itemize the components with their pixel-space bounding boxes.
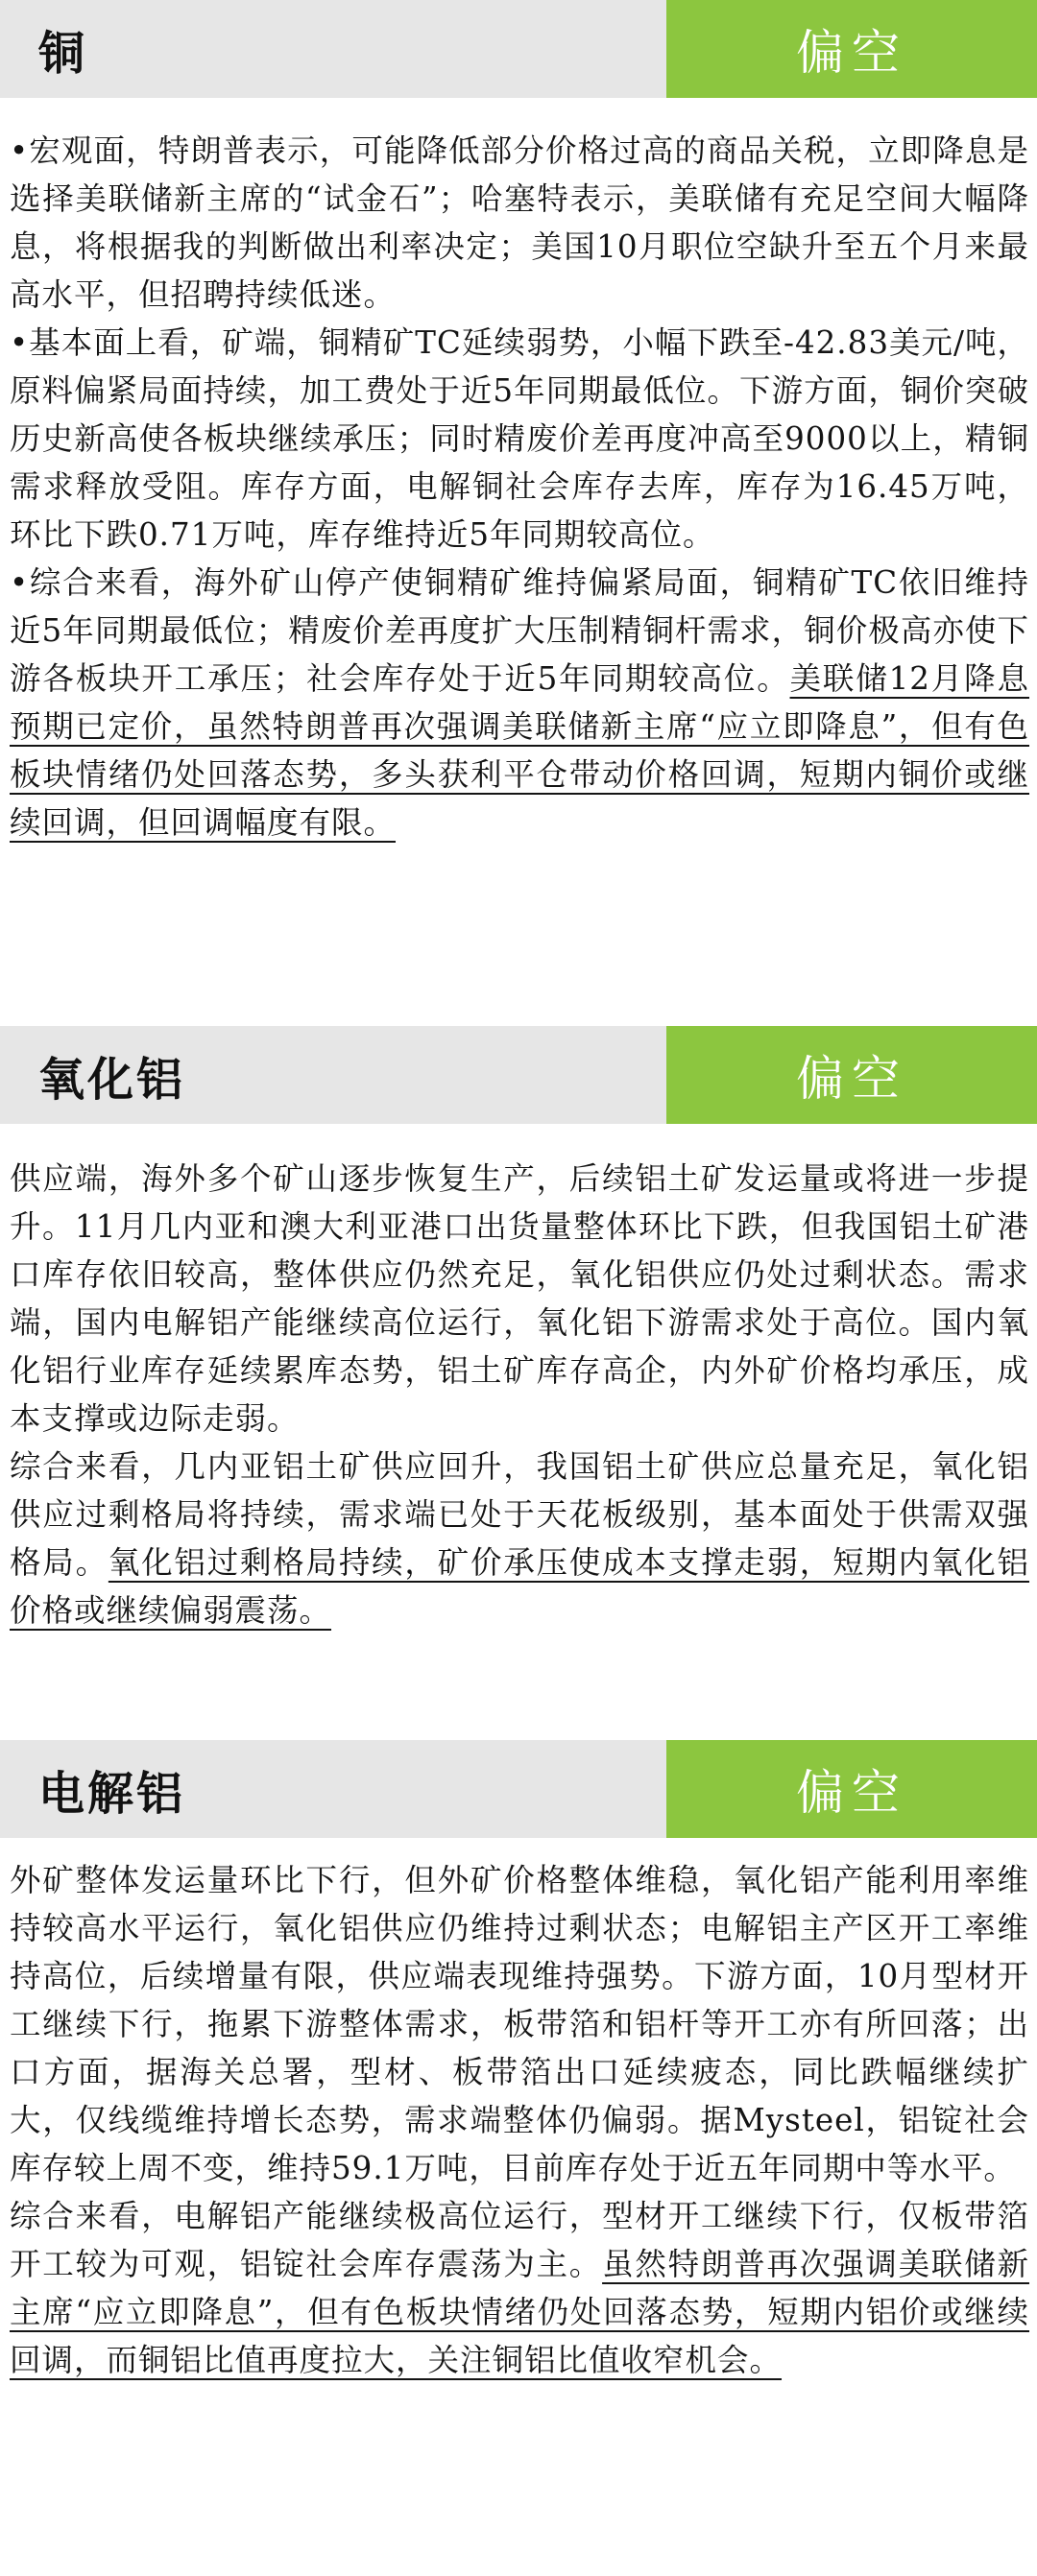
outlook-badge: 偏空 — [666, 1740, 1037, 1838]
highlighted-conclusion: 美联储12月降息预期已定价，虽然特朗普再次强调美联储新主席“应立即降息”，但有色板块情绪仍处回落态势，多头获利平仓带动价格回调，短期内铜价或继续回调，但回调幅度有限。 — [10, 660, 1029, 841]
section-body-alumina — [10, 1155, 1029, 1634]
section-title: 电解铝 — [0, 1740, 666, 1838]
paragraph: 外矿整体发运量环比下行，但外矿价格整体维稳，氧化铝产能利用率维持较高水平运行，氧化铝供应仍维持过剩状态；电解铝主产区开工率维持高位，后续增量有限，供应端表现维持强势。下游方面，10月型材开工继续下行，拖累下游整体需求，板带箔和铝杆等开工亦有所回落；出口方面，据海关总署，型材、板带箔出口延续疲态，同比跌幅继续扩大，仅线缆维持增长态势，需求端整体仍偏弱。据Mysteel，铝锭社会库存较上周不变，维持59.1万吨，目前库存处于近五年同期中等水平。 — [10, 1862, 1029, 2186]
paragraph: •综合来看，海外矿山停产使铜精矿维持偏紧局面，铜精矿TC依旧维持近5年同期最低位；精废价差再度扩大压制精铜杆需求，铜价极高亦使下游各板块开工承压；社会库存处于近5年同期较高位。美联储12月降息预期已定价，虽然特朗普再次强调美联储新主席“应立即降息”，但有色板块情绪仍处回落态势，多头获利平仓带动价格回调，短期内铜价或继续回调，但回调幅度有限。 — [10, 564, 1029, 841]
highlighted-conclusion: 虽然特朗普再次强调美联储新主席“应立即降息”，但有色板块情绪仍处回落态势，短期内铝价或继续回调，而铜铝比值再度拉大，关注铜铝比值收窄机会。 — [10, 2246, 1029, 2378]
section-body-copper — [10, 127, 1029, 847]
paragraph: 综合来看，几内亚铝土矿供应回升，我国铝土矿供应总量充足，氧化铝供应过剩格局将持续，需求端已处于天花板级别，基本面处于供需双强格局。氧化铝过剩格局持续，矿价承压使成本支撑走弱，短期内氧化铝价格或继续偏弱震荡。 — [10, 1448, 1029, 1629]
section-body-aluminium — [10, 1856, 1029, 2384]
paragraph: •宏观面，特朗普表示，可能降低部分价格过高的商品关税，立即降息是选择美联储新主席的“试金石”；哈塞特表示，美联储有充足空间大幅降息，将根据我的判断做出利率决定；美国10月职位空缺升至五个月来最高水平，但招聘持续低迷。 — [10, 132, 1029, 313]
highlighted-conclusion: 氧化铝过剩格局持续，矿价承压使成本支撑走弱，短期内氧化铝价格或继续偏弱震荡。 — [10, 1544, 1029, 1629]
section-header-alumina — [0, 1026, 1037, 1124]
section-title: 铜 — [0, 0, 666, 98]
section-header-aluminium — [0, 1740, 1037, 1838]
outlook-badge: 偏空 — [666, 0, 1037, 98]
paragraph: 综合来看，电解铝产能继续极高位运行，型材开工继续下行，仅板带箔开工较为可观，铝锭社会库存震荡为主。虽然特朗普再次强调美联储新主席“应立即降息”，但有色板块情绪仍处回落态势，短期内铝价或继续回调，而铜铝比值再度拉大，关注铜铝比值收窄机会。 — [10, 2198, 1029, 2378]
paragraph: •基本面上看，矿端，铜精矿TC延续弱势，小幅下跌至-42.83美元/吨，原料偏紧局面持续，加工费处于近5年同期最低位。下游方面，铜价突破历史新高使各板块继续承压；同时精废价差再度冲高至9000以上，精铜需求释放受阻。库存方面，电解铜社会库存去库，库存为16.45万吨，环比下跌0.71万吨，库存维持近5年同期较高位。 — [10, 324, 1029, 553]
outlook-badge: 偏空 — [666, 1026, 1037, 1124]
paragraph: 供应端，海外多个矿山逐步恢复生产，后续铝土矿发运量或将进一步提升。11月几内亚和澳大利亚港口出货量整体环比下跌，但我国铝土矿港口库存依旧较高，整体供应仍然充足，氧化铝供应仍处过剩状态。需求端，国内电解铝产能继续高位运行，氧化铝下游需求处于高位。国内氧化铝行业库存延续累库态势，铝土矿库存高企，内外矿价格均承压，成本支撑或边际走弱。 — [10, 1160, 1029, 1437]
section-header-copper — [0, 0, 1037, 98]
section-title: 氧化铝 — [0, 1026, 666, 1124]
